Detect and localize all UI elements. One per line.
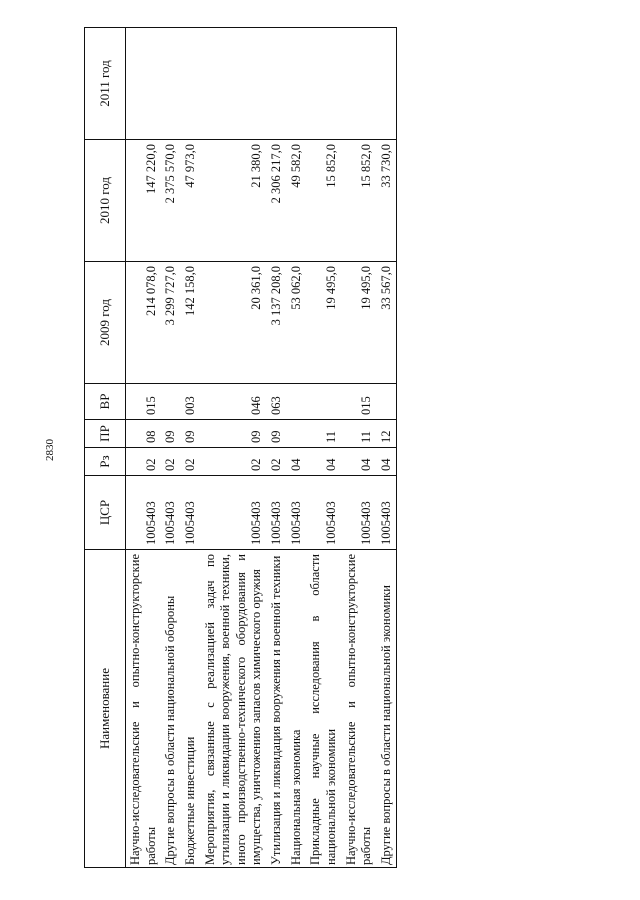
row-2009: 142 158,0 xyxy=(181,262,201,384)
row-2011 xyxy=(306,28,341,140)
row-csr: 1005403 xyxy=(342,476,377,550)
row-csr: 1005403 xyxy=(377,476,397,550)
table-row xyxy=(377,28,397,868)
row-rz: 04 xyxy=(306,448,341,476)
row-2009: 3 137 208,0 xyxy=(267,262,287,384)
table-row xyxy=(342,28,377,868)
row-2011 xyxy=(377,28,397,140)
row-2011 xyxy=(342,28,377,140)
row-2010: 21 380,0 xyxy=(201,140,268,262)
header-2011: 2011 год xyxy=(85,28,126,140)
row-2011 xyxy=(287,28,307,140)
row-pr: 09 xyxy=(201,420,268,448)
row-vr xyxy=(161,384,181,420)
table-row xyxy=(306,28,341,868)
row-vr xyxy=(306,384,341,420)
row-rz: 04 xyxy=(377,448,397,476)
row-pr: 08 xyxy=(126,420,162,448)
row-2009: 214 078,0 xyxy=(126,262,162,384)
row-rz: 04 xyxy=(287,448,307,476)
row-2009: 19 495,0 xyxy=(342,262,377,384)
row-2011 xyxy=(201,28,268,140)
row-2010: 2 375 570,0 xyxy=(161,140,181,262)
row-rz: 02 xyxy=(201,448,268,476)
table-row xyxy=(201,28,268,868)
row-csr: 1005403 xyxy=(201,476,268,550)
row-2009: 33 567,0 xyxy=(377,262,397,384)
row-name: Другие вопросы в области национальной обороны xyxy=(161,550,181,868)
table-header-row xyxy=(85,28,126,868)
row-vr xyxy=(377,384,397,420)
row-pr: 09 xyxy=(181,420,201,448)
row-csr: 1005403 xyxy=(287,476,307,550)
table-row xyxy=(126,28,162,868)
row-2010: 33 730,0 xyxy=(377,140,397,262)
row-2009: 20 361,0 xyxy=(201,262,268,384)
row-2010: 15 852,0 xyxy=(306,140,341,262)
row-2011 xyxy=(181,28,201,140)
row-name: Научно-исследовательские и опытно-конструкторские работы xyxy=(126,550,162,868)
row-2011 xyxy=(161,28,181,140)
table-row xyxy=(287,28,307,868)
row-csr: 1005403 xyxy=(306,476,341,550)
row-rz: 02 xyxy=(126,448,162,476)
header-name: Наименование xyxy=(85,550,126,868)
header-rz: Рз xyxy=(85,448,126,476)
budget-table-container xyxy=(84,28,544,868)
row-2010: 49 582,0 xyxy=(287,140,307,262)
row-2010: 147 220,0 xyxy=(126,140,162,262)
row-2011 xyxy=(126,28,162,140)
row-2010: 2 306 217,0 xyxy=(267,140,287,262)
row-rz: 02 xyxy=(267,448,287,476)
row-pr xyxy=(287,420,307,448)
row-vr: 046 xyxy=(201,384,268,420)
row-2009: 53 062,0 xyxy=(287,262,307,384)
row-vr: 015 xyxy=(126,384,162,420)
row-rz: 02 xyxy=(161,448,181,476)
row-name: Научно-исследовательские и опытно-конструкторские работы xyxy=(342,550,377,868)
row-name: Другие вопросы в области национальной экономики xyxy=(377,550,397,868)
row-pr: 09 xyxy=(161,420,181,448)
row-pr: 11 xyxy=(342,420,377,448)
row-name: Прикладные научные исследования в области национальной экономики xyxy=(306,550,341,868)
row-csr: 1005403 xyxy=(126,476,162,550)
row-2009: 3 299 727,0 xyxy=(161,262,181,384)
header-csr: ЦСР xyxy=(85,476,126,550)
page-number: 2830 xyxy=(44,439,56,461)
row-rz: 02 xyxy=(181,448,201,476)
table-row xyxy=(267,28,287,868)
row-vr: 003 xyxy=(181,384,201,420)
table-row xyxy=(181,28,201,868)
row-vr xyxy=(287,384,307,420)
row-vr: 063 xyxy=(267,384,287,420)
row-2010: 47 973,0 xyxy=(181,140,201,262)
row-csr: 1005403 xyxy=(161,476,181,550)
header-pr: ПР xyxy=(85,420,126,448)
row-2011 xyxy=(267,28,287,140)
row-2009: 19 495,0 xyxy=(306,262,341,384)
budget-table xyxy=(84,27,397,868)
row-csr: 1005403 xyxy=(267,476,287,550)
header-2010: 2010 год xyxy=(85,140,126,262)
row-name: Национальная экономика xyxy=(287,550,307,868)
row-vr: 015 xyxy=(342,384,377,420)
row-name: Утилизация и ликвидация вооружения и военной техники xyxy=(267,550,287,868)
table-body xyxy=(126,28,397,868)
row-name: Мероприятия, связанные с реализацией задач по утилизации и ликвидации вооружения, военной техники, иного производственно-технического оборудования и имущества, уничтожению запасов химического оружия xyxy=(201,550,268,868)
row-name: Бюджетные инвестиции xyxy=(181,550,201,868)
row-rz: 04 xyxy=(342,448,377,476)
row-csr: 1005403 xyxy=(181,476,201,550)
header-vr: ВР xyxy=(85,384,126,420)
row-pr: 12 xyxy=(377,420,397,448)
row-pr: 11 xyxy=(306,420,341,448)
table-row xyxy=(161,28,181,868)
header-2009: 2009 год xyxy=(85,262,126,384)
row-pr: 09 xyxy=(267,420,287,448)
row-2010: 15 852,0 xyxy=(342,140,377,262)
